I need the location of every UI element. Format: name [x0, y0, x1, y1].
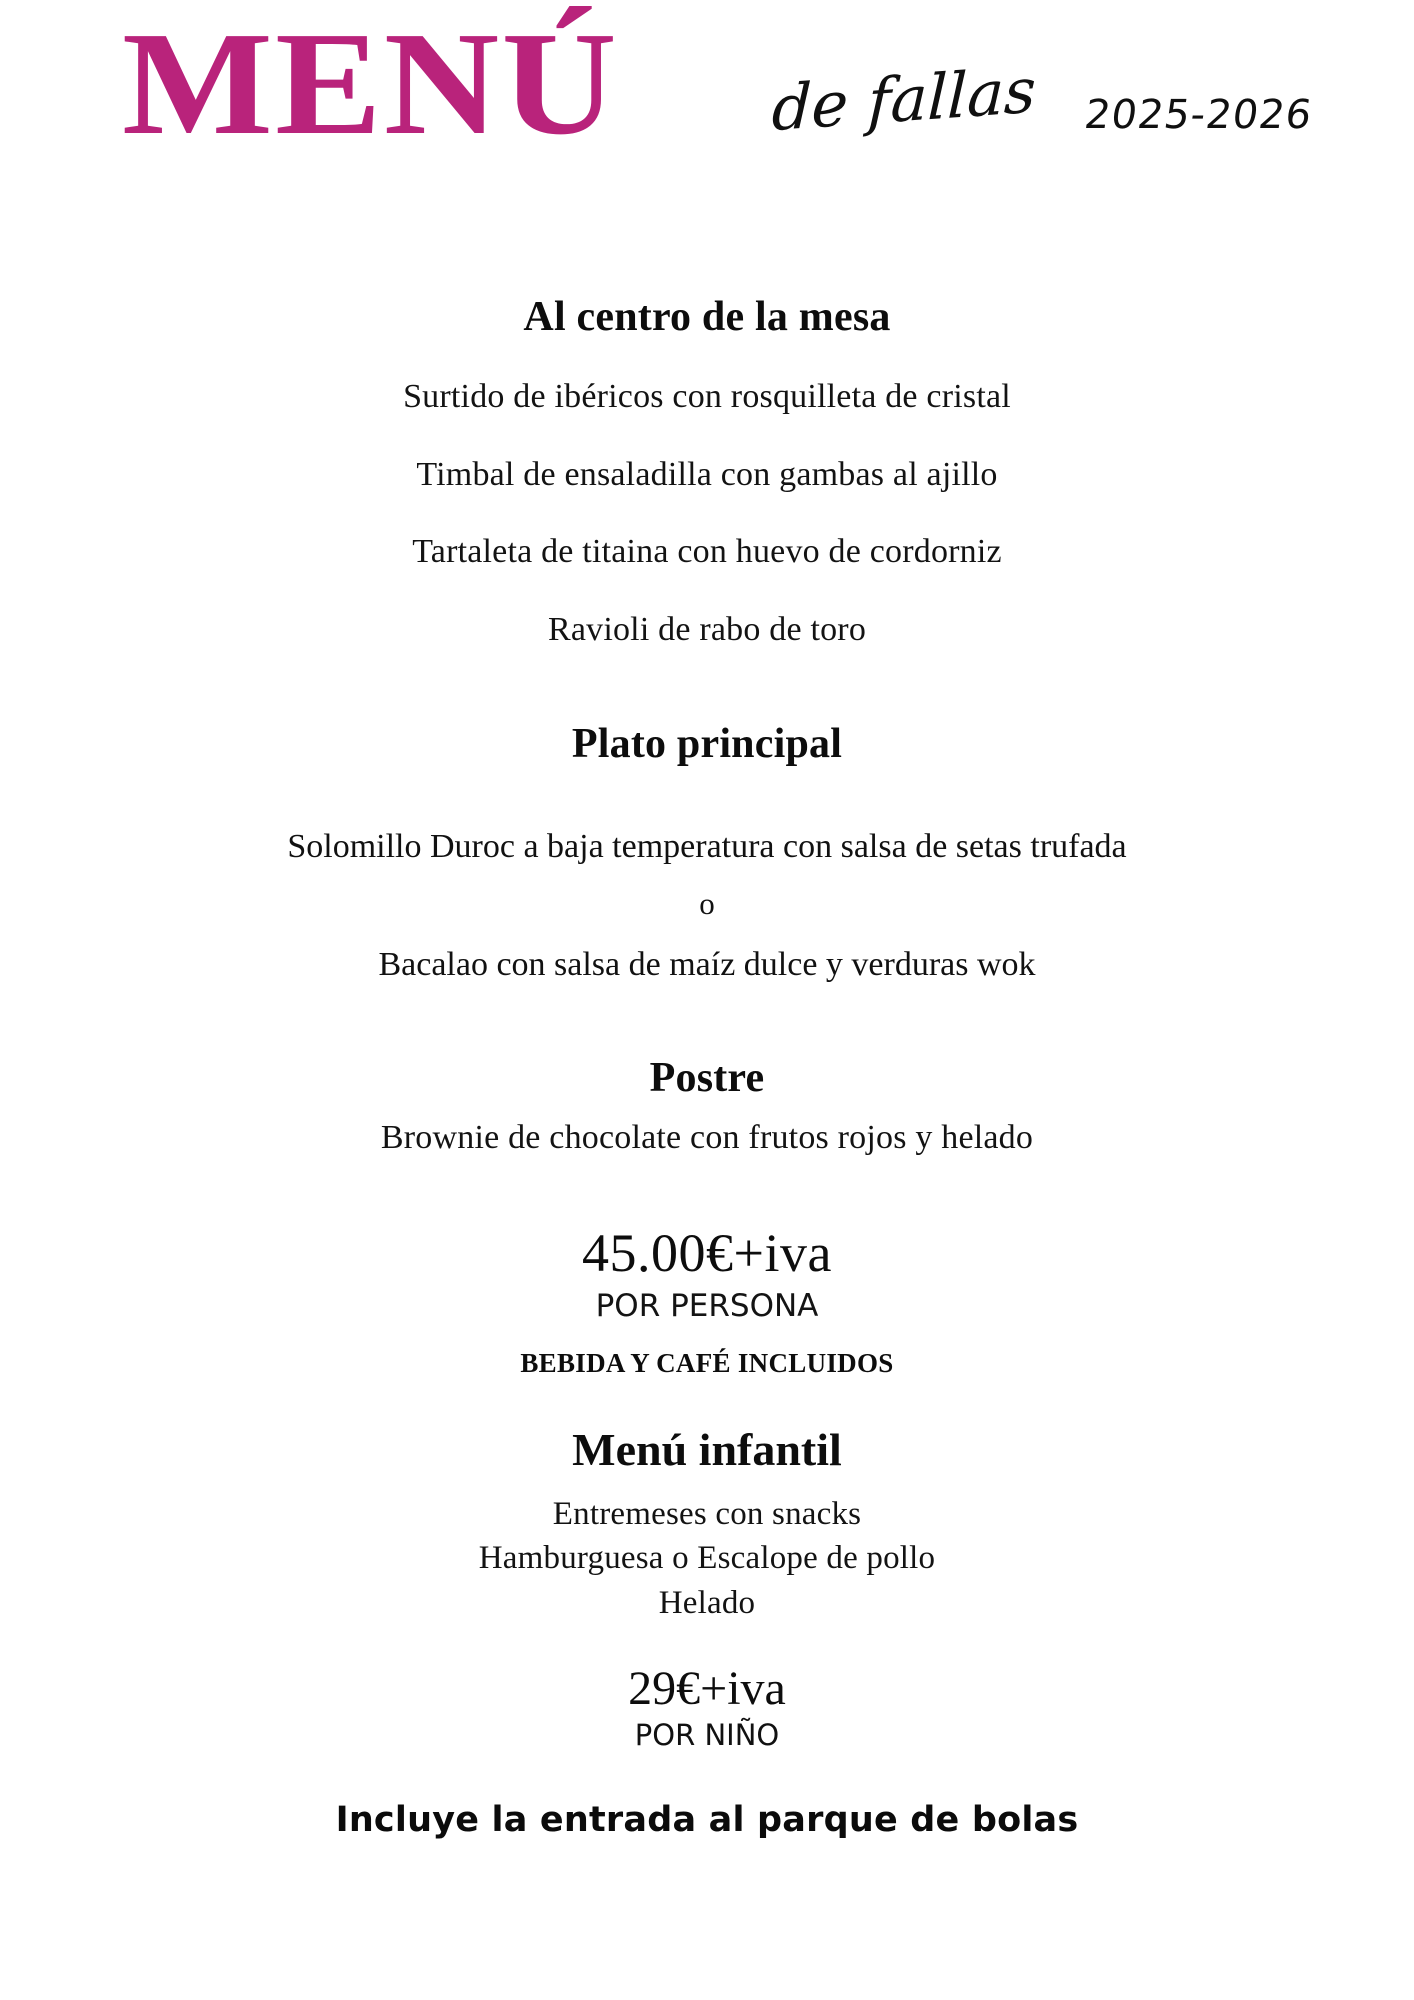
section-item-list — [60, 1492, 1354, 1626]
list-item: Surtido de ibéricos con rosquilleta de cristal — [403, 378, 1011, 415]
list-item: Tartaleta de titaina con huevo de cordorniz — [412, 533, 1002, 571]
price-unit: POR NIÑO — [634, 1718, 780, 1753]
section-main-course — [60, 720, 1354, 984]
list-item: Timbal de ensaladilla con gambas al ajillo — [416, 455, 998, 493]
price-amount: 45.00€+iva — [582, 1222, 832, 1283]
section-title: Postre — [649, 1055, 765, 1102]
list-item: Solomillo Duroc a baja temperatura con salsa de setas trufada — [287, 827, 1127, 865]
section-item-list — [60, 379, 1354, 648]
page-title: MENÚ — [122, 2, 619, 166]
kids-price-block — [60, 1661, 1354, 1752]
section-kids-menu — [60, 1423, 1354, 1753]
list-item: Entremeses con snacks — [552, 1495, 862, 1532]
price-note: BEBIDA Y CAFÉ INCLUIDOS — [520, 1347, 894, 1378]
section-center-table — [60, 293, 1354, 648]
section-title: Plato principal — [571, 720, 843, 767]
page-title-year: 2025-2026 — [1081, 92, 1316, 138]
section-title: Menú infantil — [572, 1423, 842, 1475]
page-title-script: de fallas — [770, 53, 1038, 146]
list-item: Hamburguesa o Escalope de pollo — [478, 1540, 936, 1577]
price-amount: 29€+iva — [628, 1662, 786, 1716]
option-separator: o — [699, 886, 715, 922]
section-title: Al centro de la mesa — [523, 294, 891, 340]
list-item: Brownie de chocolate con frutos rojos y helado — [380, 1119, 1034, 1157]
footer-note: Incluye la entrada al parque de bolas — [335, 1800, 1079, 1841]
section-dessert — [60, 1054, 1354, 1156]
list-item: Bacalao con salsa de maíz dulce y verduras wok — [378, 946, 1036, 984]
section-item-list — [60, 820, 1354, 984]
list-item: Ravioli de rabo de toro — [547, 611, 867, 649]
list-item: Helado — [658, 1584, 756, 1621]
menu-header — [60, 0, 1354, 215]
price-block — [60, 1222, 1354, 1379]
price-unit: POR PERSONA — [595, 1287, 819, 1324]
